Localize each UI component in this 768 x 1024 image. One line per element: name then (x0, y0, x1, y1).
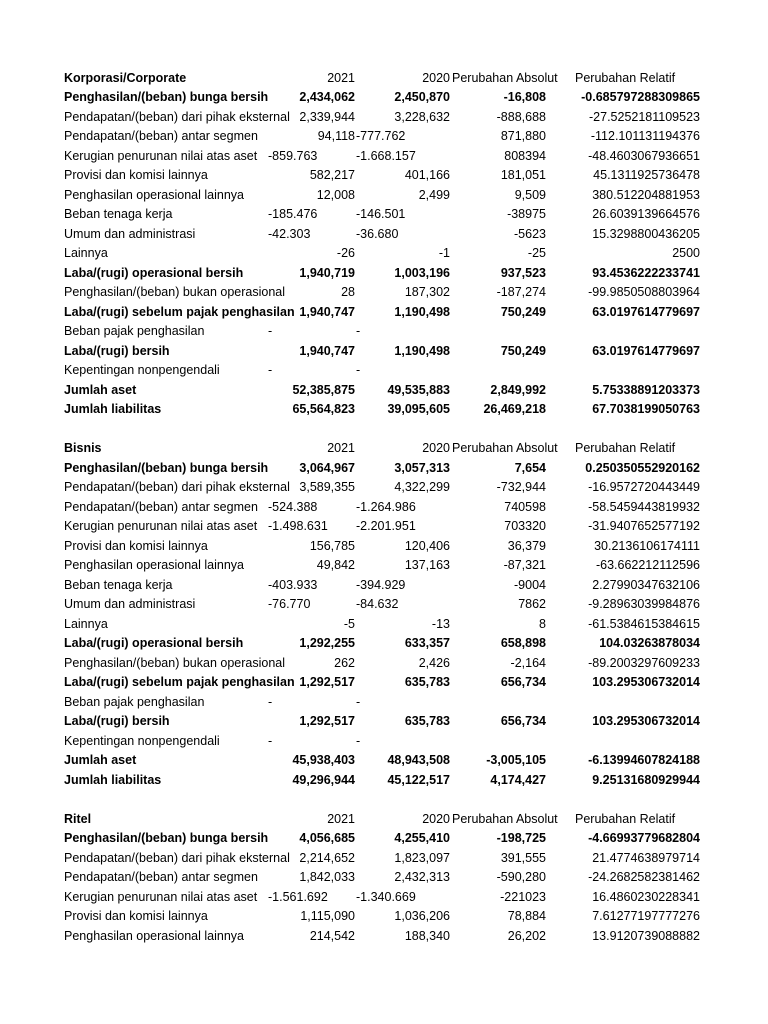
value-absolute-change: -9004 (514, 577, 546, 592)
value-2021: 214,542 (309, 928, 355, 943)
value-2021: -524.388 (268, 499, 318, 514)
value-absolute-change: -3,005,105 (486, 753, 546, 767)
value-2020: -1.668.157 (356, 148, 416, 163)
value-2020: 39,095,605 (387, 402, 450, 416)
value-absolute-change: 656,734 (500, 714, 546, 728)
value-2021: 4,056,685 (299, 831, 355, 845)
value-absolute-change: 808394 (504, 148, 546, 163)
table-row (0, 907, 768, 927)
value-2020: 120,406 (404, 538, 450, 553)
value-2020: - (356, 324, 361, 338)
value-2021: 28 (341, 285, 355, 299)
value-2021: 1,115,090 (300, 909, 355, 923)
value-2021: - (268, 324, 273, 338)
value-2020: 1,190,498 (394, 304, 450, 319)
row-label: Laba/(rugi) sebelum pajak penghasilan (64, 675, 295, 689)
row-label: Kerugian penurunan nilai atas aset (64, 148, 258, 163)
value-2020: 4,322,299 (394, 480, 450, 494)
value-2021: 1,940,747 (299, 304, 355, 319)
value-absolute-change: 871,880 (500, 129, 546, 143)
value-2021: 94,118 (317, 129, 355, 143)
row-label: Penghasilan operasional lainnya (64, 928, 244, 943)
row-label: Pendapatan/(beban) antar segmen (64, 870, 258, 884)
value-2021: 65,564,823 (292, 402, 355, 416)
row-label: Laba/(rugi) operasional bersih (64, 265, 244, 280)
value-2020: -394.929 (356, 577, 406, 592)
value-relative-change: -0.685797288309865 (581, 90, 700, 104)
value-relative-change: 2.27990347632106 (592, 577, 700, 592)
row-label: Pendapatan/(beban) antar segmen (64, 499, 258, 514)
value-relative-change: 26.6039139664576 (592, 207, 700, 221)
table-row (0, 829, 768, 849)
table-row (0, 634, 768, 654)
col-header-2021: 2021 (327, 441, 355, 455)
row-label: Jumlah liabilitas (64, 772, 162, 787)
value-absolute-change: 36,379 (507, 538, 546, 553)
value-absolute-change: 26,202 (507, 928, 546, 943)
value-2020: 635,783 (404, 675, 450, 689)
value-2020: -2.201.951 (356, 519, 416, 533)
section-title: Ritel (64, 811, 92, 826)
table-row (0, 361, 768, 381)
row-label: Umum dan administrasi (64, 597, 196, 611)
value-relative-change: -61.5384615384615 (588, 616, 700, 631)
value-relative-change (570, 322, 700, 342)
value-2020: -13 (431, 616, 450, 631)
value-relative-change: 93.4536222233741 (592, 265, 700, 280)
col-header-2020: 2020 (422, 441, 450, 455)
row-label: Laba/(rugi) bersih (64, 343, 170, 358)
table-row (0, 751, 768, 771)
table-row (0, 732, 768, 752)
value-2021: -859.763 (268, 148, 318, 163)
value-absolute-change (452, 732, 546, 752)
value-2020: 188,340 (404, 928, 450, 943)
value-2020: 187,302 (404, 285, 450, 299)
value-relative-change: -6.13994607824188 (588, 753, 700, 767)
value-absolute-change: 181,051 (500, 168, 546, 182)
value-2021: - (268, 363, 273, 377)
value-absolute-change: 740598 (504, 499, 546, 514)
value-2021: 1,842,033 (299, 870, 355, 884)
table-row (0, 342, 768, 362)
row-label: Kerugian penurunan nilai atas aset (64, 889, 258, 904)
value-2020: -84.632 (356, 597, 399, 611)
table-row (0, 478, 768, 498)
table-row (0, 244, 768, 264)
col-header-relative-change: Perubahan Relatif (575, 811, 676, 826)
value-2021: -42.303 (268, 226, 311, 241)
row-label: Beban tenaga kerja (64, 577, 173, 592)
row-label: Provisi dan komisi lainnya (64, 538, 208, 553)
table-row (0, 108, 768, 128)
value-2021: 2,339,944 (299, 109, 355, 124)
value-2021: -185.476 (268, 207, 318, 221)
value-absolute-change: -888,688 (496, 109, 546, 124)
value-relative-change: -99.9850508803964 (588, 285, 700, 299)
value-2020: 635,783 (404, 714, 450, 728)
value-absolute-change: -187,274 (496, 285, 546, 299)
row-label: Jumlah liabilitas (64, 402, 162, 416)
table-row (0, 166, 768, 186)
value-absolute-change: -38975 (507, 207, 546, 221)
value-2021: 45,938,403 (292, 753, 355, 767)
value-absolute-change: -590,280 (496, 870, 546, 884)
value-absolute-change: 4,174,427 (490, 772, 546, 787)
value-relative-change: -16.9572720443449 (588, 480, 700, 494)
value-2020: -36.680 (356, 226, 399, 241)
row-label: Beban pajak penghasilan (64, 694, 205, 709)
value-2020: -1.264.986 (356, 499, 416, 514)
table-row (0, 322, 768, 342)
value-relative-change: 2500 (672, 246, 700, 260)
row-label: Beban pajak penghasilan (64, 324, 205, 338)
col-header-2021: 2021 (327, 70, 355, 85)
value-2020: -1 (438, 246, 450, 260)
value-absolute-change: 26,469,218 (483, 402, 546, 416)
value-relative-change: -58.5459443819932 (588, 499, 700, 514)
value-relative-change: 30.2136106174111 (594, 538, 700, 553)
table-row (0, 927, 768, 947)
value-relative-change (570, 732, 700, 752)
value-absolute-change: 7862 (518, 597, 546, 611)
value-2020: 1,823,097 (394, 850, 450, 865)
value-2021: - (268, 733, 273, 748)
row-label: Penghasilan operasional lainnya (64, 558, 244, 572)
value-relative-change: 21.4774638979714 (592, 850, 700, 865)
value-relative-change: 5.75338891203373 (592, 382, 700, 397)
row-label: Laba/(rugi) bersih (64, 714, 170, 728)
value-absolute-change: -16,808 (503, 90, 546, 104)
table-row (0, 537, 768, 557)
value-absolute-change: 7,654 (514, 460, 546, 475)
row-label: Lainnya (64, 246, 108, 260)
row-label: Pendapatan/(beban) dari pihak eksternal (64, 850, 290, 865)
value-2020: - (356, 694, 361, 709)
value-2021: 1,292,517 (299, 675, 355, 689)
value-2020: 1,003,196 (394, 265, 450, 280)
value-2021: -76.770 (268, 597, 311, 611)
value-2021: 1,292,255 (299, 636, 355, 650)
table-row (0, 693, 768, 713)
value-2020: 3,228,632 (394, 109, 450, 124)
value-relative-change: 67.7038199050763 (592, 402, 700, 416)
value-2020: 49,535,883 (387, 382, 450, 397)
row-label: Beban tenaga kerja (64, 207, 173, 221)
value-2021: 3,064,967 (299, 460, 355, 475)
value-absolute-change: 2,849,992 (490, 382, 546, 397)
value-2020: 2,432,313 (394, 870, 450, 884)
table-row (0, 615, 768, 635)
value-absolute-change: -25 (527, 246, 546, 260)
table-row (0, 556, 768, 576)
table-row (0, 205, 768, 225)
col-header-2020: 2020 (422, 811, 450, 826)
row-label: Pendapatan/(beban) dari pihak eksternal (64, 480, 290, 494)
value-2020: 45,122,517 (387, 772, 450, 787)
value-relative-change: 15.3298800436205 (592, 226, 700, 241)
row-label: Jumlah aset (64, 382, 137, 397)
value-2020: 137,163 (404, 558, 450, 572)
col-header-absolute-change: Perubahan Absolut (452, 811, 558, 826)
table-row (0, 147, 768, 167)
table-row (0, 517, 768, 537)
value-absolute-change: -732,944 (496, 480, 546, 494)
value-2020: 48,943,508 (387, 753, 450, 767)
value-relative-change: -27.5252181109523 (589, 109, 700, 124)
row-label: Penghasilan/(beban) bunga bersih (64, 90, 269, 104)
table-row (0, 673, 768, 693)
value-absolute-change: 937,523 (500, 265, 546, 280)
value-relative-change: 13.9120739088882 (592, 928, 700, 943)
value-relative-change: -48.4603067936651 (588, 148, 700, 163)
table-row (0, 771, 768, 791)
table-row (0, 400, 768, 420)
col-header-2020: 2020 (422, 70, 450, 85)
value-2021: 52,385,875 (292, 382, 355, 397)
value-relative-change: -4.66993779682804 (588, 831, 700, 845)
value-2020: 1,036,206 (394, 909, 450, 923)
row-label: Penghasilan operasional lainnya (64, 187, 244, 202)
value-2021: 156,785 (309, 538, 355, 553)
value-relative-change: -31.9407652577192 (588, 519, 700, 533)
section-title: Bisnis (64, 441, 102, 455)
value-relative-change: 63.0197614779697 (592, 343, 700, 358)
row-label: Penghasilan/(beban) bunga bersih (64, 831, 269, 845)
section-header-row (0, 69, 768, 89)
value-2021: 12,008 (316, 187, 355, 202)
row-label: Provisi dan komisi lainnya (64, 909, 208, 923)
value-relative-change: 104.03263878034 (599, 636, 700, 650)
row-label: Kepentingan nonpengendali (64, 733, 220, 748)
value-2021: 49,296,944 (292, 772, 355, 787)
value-2021: -1.498.631 (268, 519, 328, 533)
value-relative-change: 380.512204881953 (592, 187, 700, 202)
section-title: Korporasi/Corporate (64, 70, 187, 85)
value-2020: 2,450,870 (394, 90, 450, 104)
table-row (0, 654, 768, 674)
row-label: Provisi dan komisi lainnya (64, 168, 208, 182)
table-row (0, 576, 768, 596)
value-2021: -403.933 (268, 577, 318, 592)
col-header-relative-change: Perubahan Relatif (575, 70, 676, 85)
table-row (0, 868, 768, 888)
value-absolute-change: 658,898 (500, 636, 546, 650)
value-absolute-change: -221023 (500, 889, 546, 904)
table-row (0, 186, 768, 206)
value-absolute-change (452, 322, 546, 342)
value-absolute-change (452, 693, 546, 713)
value-2020: 2,426 (418, 655, 450, 670)
table-row (0, 849, 768, 869)
value-absolute-change: 78,884 (507, 909, 546, 923)
value-relative-change: 103.295306732014 (592, 675, 700, 689)
value-2021: 262 (334, 655, 355, 670)
value-2021: 1,292,517 (299, 714, 355, 728)
value-2021: 3,589,355 (299, 480, 355, 494)
value-absolute-change: -5623 (514, 226, 546, 241)
value-absolute-change: -2,164 (510, 655, 546, 670)
value-relative-change (570, 693, 700, 713)
value-relative-change: -24.2682582381462 (588, 870, 700, 884)
value-relative-change (570, 361, 700, 381)
value-2021: -5 (343, 616, 355, 631)
value-2020: 3,057,313 (394, 460, 450, 475)
value-2021: -1.561.692 (268, 889, 328, 904)
row-label: Lainnya (64, 616, 108, 631)
row-label: Penghasilan/(beban) bukan operasional (64, 655, 285, 670)
value-2021: 1,940,747 (299, 343, 355, 358)
row-label: Pendapatan/(beban) dari pihak eksternal (64, 109, 290, 124)
value-2020: 4,255,410 (394, 831, 450, 845)
value-2021: 49,842 (316, 558, 355, 572)
table-row (0, 127, 768, 147)
col-header-absolute-change: Perubahan Absolut (452, 70, 558, 85)
table-row (0, 888, 768, 908)
value-2021: 2,434,062 (299, 90, 355, 104)
table-row (0, 303, 768, 323)
table-row (0, 381, 768, 401)
value-relative-change: 0.250350552920162 (585, 460, 700, 475)
value-relative-change: 16.4860230228341 (592, 889, 700, 904)
col-header-relative-change: Perubahan Relatif (575, 441, 676, 455)
value-absolute-change: 9,509 (514, 187, 546, 202)
row-label: Penghasilan/(beban) bunga bersih (64, 460, 269, 475)
value-2021: -26 (336, 246, 355, 260)
value-2020: -1.340.669 (356, 889, 416, 904)
table-row (0, 712, 768, 732)
value-absolute-change: -198,725 (496, 831, 546, 845)
table-row (0, 595, 768, 615)
value-2020: - (356, 733, 361, 748)
value-relative-change: 7.61277197777276 (592, 909, 700, 923)
table-row (0, 264, 768, 284)
value-absolute-change: 750,249 (500, 304, 546, 319)
row-label: Laba/(rugi) sebelum pajak penghasilan (64, 304, 295, 319)
table-row (0, 225, 768, 245)
value-absolute-change (452, 361, 546, 381)
value-relative-change: -63.662212112596 (595, 558, 700, 572)
value-relative-change: 9.25131680929944 (592, 772, 700, 787)
value-2020: - (356, 363, 361, 377)
value-absolute-change: 8 (539, 616, 546, 631)
value-relative-change: 45.1311925736478 (593, 168, 700, 182)
value-2020: 1,190,498 (394, 343, 450, 358)
value-2020: -146.501 (356, 207, 406, 221)
value-absolute-change: -87,321 (503, 558, 546, 572)
value-absolute-change: 391,555 (500, 850, 546, 865)
section-header-row (0, 439, 768, 459)
value-relative-change: 103.295306732014 (592, 714, 700, 728)
value-2020: 633,357 (404, 636, 450, 650)
table-row (0, 459, 768, 479)
table-row (0, 283, 768, 303)
value-2021: 582,217 (309, 168, 355, 182)
value-absolute-change: 703320 (504, 519, 546, 533)
value-2021: 2,214,652 (299, 850, 355, 865)
row-label: Kepentingan nonpengendali (64, 363, 220, 377)
value-relative-change: -9.28963039984876 (588, 597, 700, 611)
value-absolute-change: 750,249 (500, 343, 546, 358)
value-2020: 401,166 (404, 168, 450, 182)
value-relative-change: -112.101131194376 (590, 129, 700, 143)
table-row (0, 88, 768, 108)
value-absolute-change: 656,734 (500, 675, 546, 689)
value-2021: 1,940,719 (299, 265, 355, 280)
row-label: Laba/(rugi) operasional bersih (64, 636, 244, 650)
table-row (0, 498, 768, 518)
col-header-2021: 2021 (327, 811, 355, 826)
value-2020: 2,499 (418, 187, 450, 202)
value-2020: -777.762 (356, 129, 406, 143)
value-2021: - (268, 694, 273, 709)
row-label: Jumlah aset (64, 753, 137, 767)
row-label: Penghasilan/(beban) bukan operasional (64, 285, 285, 299)
section-header-row (0, 810, 768, 830)
col-header-absolute-change: Perubahan Absolut (452, 441, 558, 455)
value-relative-change: -89.2003297609233 (588, 655, 700, 670)
row-label: Kerugian penurunan nilai atas aset (64, 519, 258, 533)
row-label: Pendapatan/(beban) antar segmen (64, 129, 258, 143)
value-relative-change: 63.0197614779697 (592, 304, 700, 319)
row-label: Umum dan administrasi (64, 226, 196, 241)
